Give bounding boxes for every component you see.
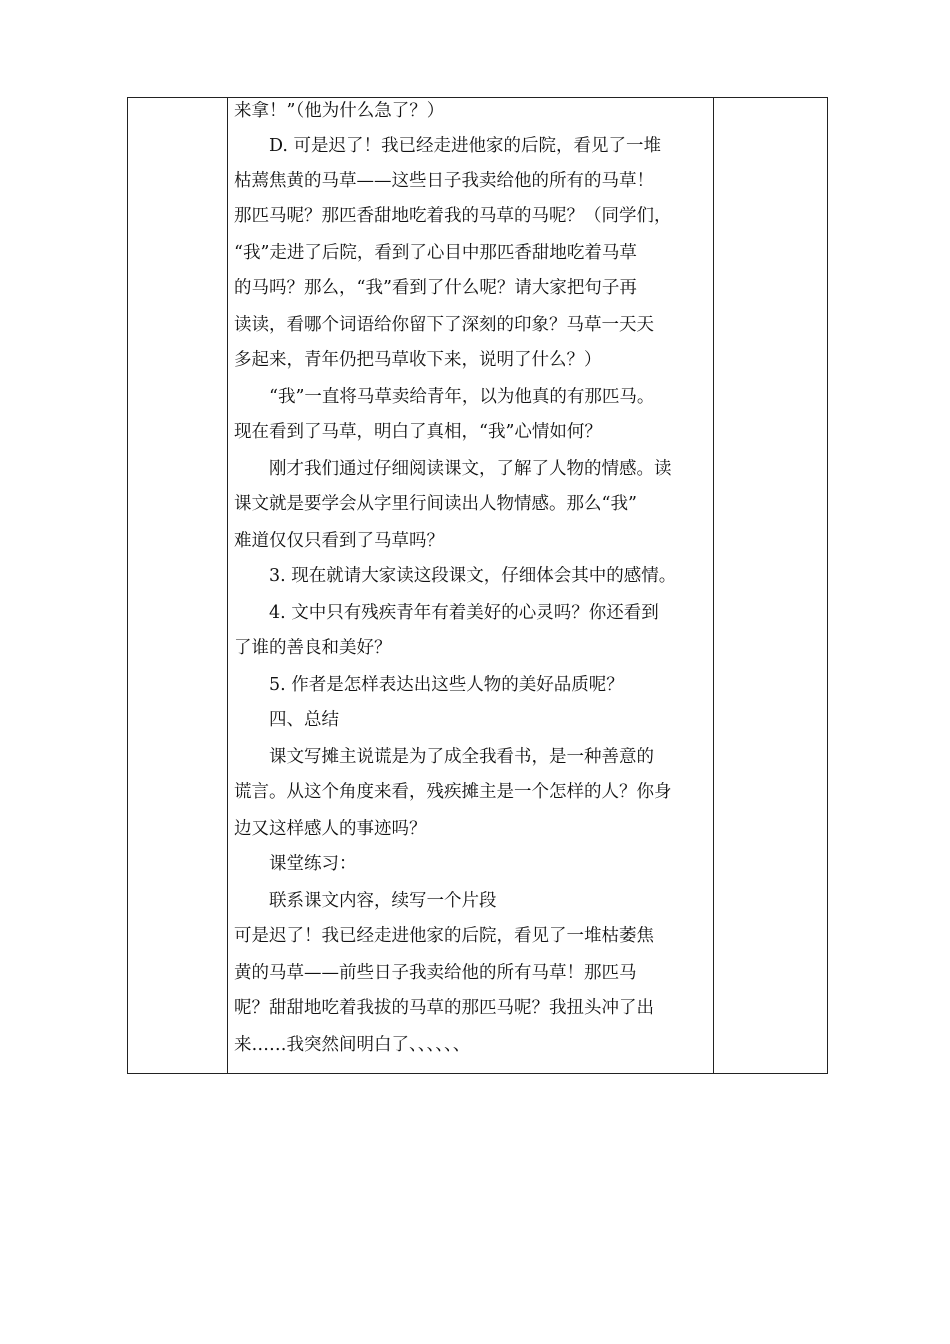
text-line: 5. 作者是怎样表达出这些人物的美好品质呢？ <box>269 675 624 695</box>
text-line: 可是迟了！我已经走进他家的后院，看见了一堆枯萎焦 <box>234 926 654 946</box>
text-line: 现在看到了马草，明白了真相，“我”心情如何？ <box>234 422 602 442</box>
text-line: 来拿！”（他为什么急了？） <box>234 101 445 121</box>
text-line: 呢？甜甜地吃着我拔的马草的那匹马呢？我扭头冲了出 <box>234 998 654 1018</box>
text-line: 边又这样感人的事迹吗？ <box>234 819 427 839</box>
text-line: 联系课文内容，续写一个片段 <box>269 891 497 911</box>
section-heading: 四、总结 <box>269 710 339 730</box>
text-line: 4. 文中只有残疾青年有着美好的心灵吗？你还看到 <box>269 603 659 623</box>
text-line: 多起来，青年仍把马草收下来，说明了什么？） <box>234 350 602 370</box>
column-divider-left <box>227 98 228 1073</box>
lesson-table <box>127 97 828 1074</box>
text-line: 那匹马呢？那匹香甜地吃着我的马草的马呢？（同学们， <box>234 206 672 226</box>
text-line: 谎言。从这个角度来看，残疾摊主是一个怎样的人？你身 <box>234 782 672 802</box>
text-line: “我”一直将马草卖给青年，以为他真的有那匹马。 <box>269 387 655 407</box>
text-line: 黄的马草——前些日子我卖给他的所有马草！那匹马 <box>234 963 637 983</box>
text-line: 来……我突然间明白了、、、、、、 <box>234 1035 471 1055</box>
text-line: 难道仅仅只看到了马草吗？ <box>234 531 444 551</box>
text-line: 刚才我们通过仔细阅读课文，了解了人物的情感。读 <box>269 459 672 479</box>
text-line: 课文就是要学会从字里行间读出人物情感。那么“我” <box>234 494 637 514</box>
text-line: D. 可是迟了！我已经走进他家的后院，看见了一堆 <box>269 136 662 156</box>
text-line: 读读，看哪个词语给你留下了深刻的印象？马草一天天 <box>234 315 654 335</box>
text-line: 枯蔫焦黄的马草——这些日子我卖给他的所有的马草！ <box>234 171 654 191</box>
column-divider-right <box>713 98 714 1073</box>
text-line: “我”走进了后院，看到了心目中那匹香甜地吃着马草 <box>234 243 637 263</box>
text-line: 课文写摊主说谎是为了成全我看书，是一种善意的 <box>269 747 654 767</box>
text-line: 了谁的善良和美好？ <box>234 638 392 658</box>
text-line: 3. 现在就请大家读这段课文，仔细体会其中的感情。 <box>269 566 677 586</box>
exercise-heading: 课堂练习： <box>269 854 357 874</box>
text-line: 的马吗？那么，“我”看到了什么呢？请大家把句子再 <box>234 278 637 298</box>
